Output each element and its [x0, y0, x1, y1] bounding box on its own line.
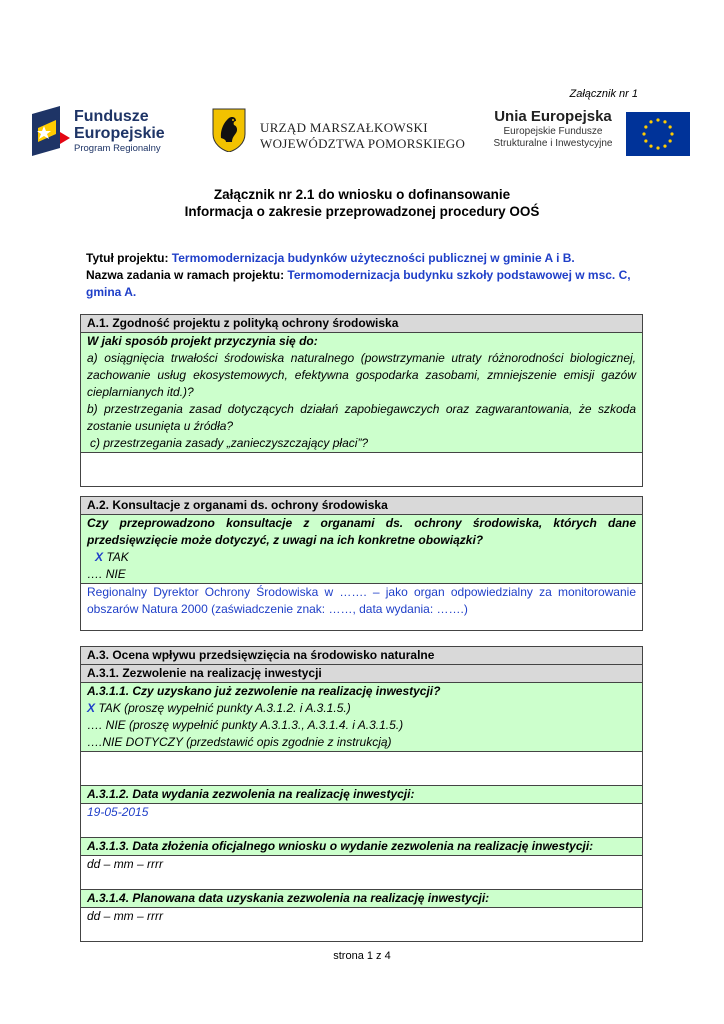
eu-star [644, 139, 647, 142]
section-a31-header: A.3.1. Zezwolenie na realizację inwestycji [81, 665, 642, 683]
a2-answer-text: Regionalny Dyrektor Ochrony Środowiska w ……. – jako organ odpowiedzialny za monitorowanie obszarów Natura 2000 (zaświadczenie znak: ……, data wydania: …….) [87, 585, 636, 616]
a1-question-a: a) osiągnięcia trwałości środowiska naturalnego (powstrzymanie utraty różnorodności biologicznej, zachowanie usług ekosystemowych, efektywna gospodarka zasobami, zmniejszenie emisji gazów cieplarnianych itd.)? [87, 351, 636, 399]
eu-star [649, 120, 652, 123]
a311-question-text: A.3.1.1. Czy uzyskano już zezwolenie na realizację inwestycji? [87, 684, 441, 698]
title-line2: Informacja o zakresie przeprowadzonej procedury OOŚ [184, 204, 540, 219]
eu-star [669, 139, 672, 142]
page-number: strona 1 z 4 [333, 950, 391, 962]
section-a2-question [81, 515, 642, 583]
fundusze-europejskie-logo [30, 102, 180, 162]
eu-line1: Unia Europejska [494, 108, 612, 125]
eu-star [670, 132, 673, 135]
project-title-value: Termomodernizacja budynków użyteczności publicznej w gminie A i B. [171, 251, 575, 265]
section-a1-question [81, 333, 642, 452]
section-a2 [80, 496, 643, 631]
project-info [86, 250, 642, 301]
a314-question-text: A.3.1.4. Planowana data uzyskania zezwolenia na realizację inwestycji: [87, 891, 490, 905]
eu-star [644, 125, 647, 128]
logo-bar [30, 102, 694, 162]
a314-question [81, 889, 642, 907]
a311-yes-mark: X [87, 701, 96, 715]
a311-yes-label: TAK (proszę wypełnić punkty A.3.1.2. i A.3.1.5.) [98, 701, 351, 715]
eu-star [656, 146, 659, 149]
a311-option-no[interactable]: …. NIE (proszę wypełnić punkty A.3.1.3., A.3.1.4. i A.3.1.5.) [87, 718, 404, 732]
a2-question-text: Czy przeprowadzono konsultacje z organami ds. ochrony środowiska, których dane przedsięwzięcie może dotyczyć, z uwagi na ich konkretne obowiązki? [87, 516, 636, 547]
document-title [0, 186, 724, 220]
section-a1-header: A.1. Zgodność projektu z polityką ochrony środowiska [81, 315, 642, 333]
a2-no-prefix: …. [87, 567, 103, 581]
project-title-label: Tytuł projektu: [86, 251, 169, 265]
eu-star [642, 132, 645, 135]
a314-answer-field[interactable] [81, 907, 642, 941]
section-a2-header: A.2. Konsultacje z organami ds. ochrony środowiska [81, 497, 642, 515]
task-name-value: Termomodernizacja budynku szkoły podstawowej w msc. C, gmina A. [86, 268, 631, 299]
fe-line2: Europejskie [74, 125, 165, 142]
annex-label: Załącznik nr 1 [569, 88, 638, 100]
a1-question-title: W jaki sposób projekt przyczynia się do: [87, 334, 318, 348]
a1-question-b: b) przestrzegania zasad dotyczących działań zapobiegawczych oraz zagwarantowania, że szkoda zostanie usunięta u źródła? [87, 402, 636, 433]
a2-option-no[interactable] [87, 566, 636, 583]
eu-star [669, 125, 672, 128]
a2-answer-field[interactable] [81, 583, 642, 630]
section-a3-header: A.3. Ocena wpływu przedsięwzięcia na środowisko naturalne [81, 647, 642, 665]
pom-line2: WOJEWÓDZTWA POMORSKIEGO [260, 136, 466, 151]
a312-question [81, 785, 642, 803]
a312-date-value: 19-05-2015 [87, 805, 149, 819]
fe-star-icon [30, 104, 70, 160]
eu-line2: Europejskie Fundusze [503, 126, 603, 137]
section-a3 [80, 646, 643, 942]
fe-line1: Fundusze [74, 108, 149, 125]
eu-star [649, 145, 652, 148]
a313-question-text: A.3.1.3. Data złożenia oficjalnego wniosku o wydanie zezwolenia na realizację inwestycji: [87, 839, 594, 853]
a313-answer-field[interactable] [81, 855, 642, 889]
a312-answer-field[interactable] [81, 803, 642, 837]
a2-no-label: NIE [105, 567, 126, 581]
a314-date-value: dd – mm – rrrr [87, 909, 164, 923]
task-name-label: Nazwa zadania w ramach projektu: [86, 268, 285, 282]
eu-star [656, 118, 659, 121]
eu-flag-icon [626, 112, 690, 156]
pom-line1: URZĄD MARSZAŁKOWSKI [260, 120, 428, 135]
eu-star [663, 120, 666, 123]
a2-option-yes[interactable] [87, 549, 636, 566]
eu-star [663, 145, 666, 148]
a311-option-yes[interactable] [87, 700, 636, 717]
a2-yes-mark: X [95, 550, 104, 564]
unia-europejska-logo [488, 106, 694, 160]
a311-question [81, 683, 642, 751]
title-line1: Załącznik nr 2.1 do wniosku o dofinansowanie [213, 187, 511, 202]
a2-yes-label: TAK [106, 550, 129, 564]
griffin-crest-icon [212, 108, 246, 152]
fe-line3: Program Regionalny [74, 143, 161, 154]
a311-option-na[interactable]: ….NIE DOTYCZY (przedstawić opis zgodnie z instrukcją) [87, 735, 392, 749]
a313-date-value: dd – mm – rrrr [87, 857, 164, 871]
a311-answer-field[interactable] [81, 751, 642, 785]
a1-question-c: c) przestrzegania zasady „zanieczyszczający płaci”? [90, 436, 369, 450]
a1-answer-field[interactable] [81, 452, 642, 486]
a313-question [81, 837, 642, 855]
urzad-marszalkowski-logo [212, 108, 472, 158]
a312-question-text: A.3.1.2. Data wydania zezwolenia na realizację inwestycji: [87, 787, 415, 801]
section-a1 [80, 314, 643, 487]
eu-line3: Strukturalne i Inwestycyjne [493, 138, 613, 149]
